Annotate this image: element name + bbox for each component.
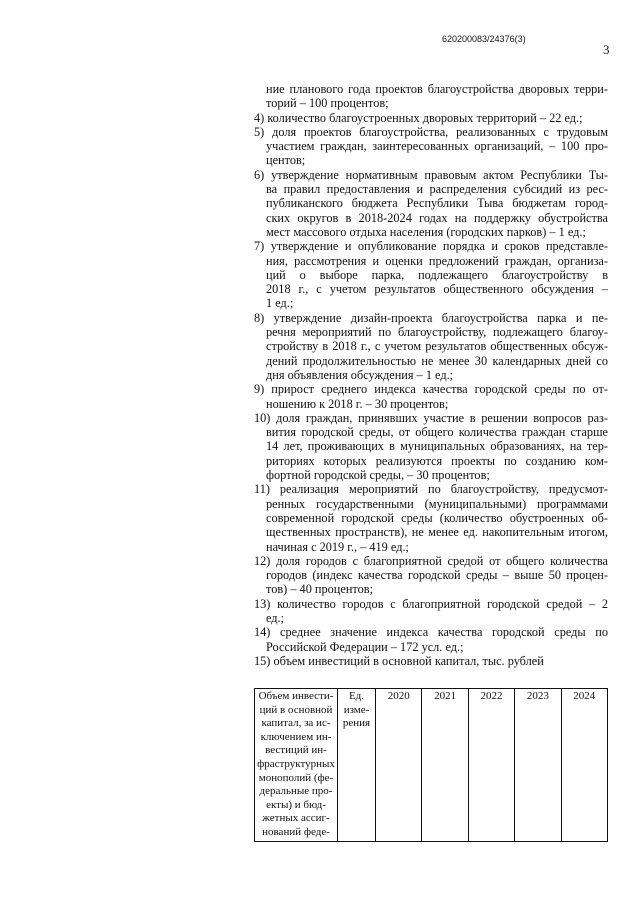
cell-line: ключением ин-: [260, 730, 332, 743]
unit-cell: [338, 689, 376, 842]
text-line: городов (индекс качества городской среды – выше 50 процен-: [266, 568, 608, 583]
cell-line: фраструктурных: [257, 757, 335, 770]
text-line: ренных государственными (муниципальными) программами: [266, 496, 608, 511]
investment-table: [254, 688, 608, 842]
text-line: 15) объем инвестиций в основной капитал, тыс. рублей: [254, 653, 544, 668]
text-line: фортной городской среды, – 30 процентов;: [266, 468, 490, 483]
text-line: торий – 100 процентов;: [266, 96, 389, 111]
text-line: Российской Федерации – 172 усл. ед.;: [266, 639, 464, 654]
text-line: дений продолжительностью не менее 30 календарных дней со: [266, 353, 608, 368]
text-line: ций о выборе парка, подлежащего благоустройству в: [266, 267, 608, 282]
text-line: 12) доля городов с благоприятной средой от общего количества: [254, 553, 608, 568]
text-line: 8) утверждение дизайн-проекта благоустройства парка и пе-: [254, 310, 608, 325]
cell-line: рения: [342, 717, 371, 730]
cell-line: жетных ассиг-: [262, 812, 330, 825]
cell-line: деральные про-: [259, 785, 333, 798]
indicator-cell: [255, 689, 338, 842]
table-row: [255, 689, 608, 842]
text-line: стройству в 2018 г., с учетом результатов общественных обсуж-: [266, 339, 608, 354]
text-line: 5) доля проектов благоустройства, реализованных с трудовым: [254, 124, 608, 139]
text-line: ношению к 2018 г. – 30 процентов;: [266, 396, 449, 411]
text-line: современной городской среды (количество обустроенных об-: [266, 510, 608, 525]
year-header-2021: 2021: [422, 689, 468, 842]
text-line: 2018 г., с учетом результатов общественного обсуждения –: [266, 282, 608, 297]
text-line: мест массового отдыха населения (городских парков) – 1 ед.;: [266, 224, 586, 239]
year-header-2024: 2024: [561, 689, 607, 842]
document-id: 620200083/24376(3): [442, 34, 526, 44]
text-line: ние планового года проектов благоустройства дворовых терри-: [266, 82, 608, 96]
cell-line: нований феде-: [262, 825, 330, 838]
cell-line: капитал, за ис-: [261, 717, 331, 730]
text-line: 4) количество благоустроенных дворовых территорий – 22 ед.;: [254, 110, 583, 125]
text-line: 14) среднее значение индекса качества городской среды по: [254, 625, 608, 640]
cell-line: вестиций ин-: [265, 744, 327, 757]
text-line: ва правил предоставления и распределения субсидий из рес-: [266, 182, 608, 197]
text-line: ед.;: [266, 610, 285, 625]
cell-line: изме-: [343, 703, 370, 716]
text-line: 1 ед.;: [266, 296, 294, 311]
text-line: 13) количество городов с благоприятной городской средой – 2: [254, 596, 608, 611]
text-line: вития городской среды, от общего количества граждан старше: [266, 425, 608, 440]
text-line: участием граждан, заинтересованных организаций, – 100 про-: [266, 139, 608, 154]
document-body: [254, 82, 608, 668]
text-line: публиканского бюджета Республики Тыва бюджетам город-: [266, 196, 608, 211]
cell-line: Ед.: [348, 690, 365, 702]
text-line: 7) утверждение и опубликование порядка и сроков представле-: [254, 239, 608, 254]
text-line: 6) утверждение нормативным правовым актом Республики Ты-: [254, 167, 608, 182]
text-line: тов) – 40 процентов;: [266, 582, 374, 597]
page-number: 3: [603, 42, 610, 57]
text-line: центов;: [266, 153, 306, 168]
year-header-2022: 2022: [468, 689, 514, 842]
cell-line: екты) и бюд-: [266, 798, 326, 811]
year-header-2020: 2020: [376, 689, 422, 842]
text-line: ния, рассмотрения и оценки предложений граждан, организа-: [266, 253, 608, 268]
text-line: 11) реализация мероприятий по благоустройству, предусмот-: [254, 482, 608, 497]
year-header-2023: 2023: [515, 689, 561, 842]
text-line: ских округов в 2018-2024 годах на поддержку обустройства: [266, 210, 608, 225]
text-line: щественных пространств), не менее ед. накопительным итогом,: [266, 525, 608, 540]
cell-line: Объем инвести-: [258, 690, 334, 702]
text-line: 14 лет, проживающих в муниципальных образованиях, на тер-: [266, 439, 608, 454]
text-line: 10) доля граждан, принявших участие в решении вопросов раз-: [254, 410, 608, 425]
text-line: дня объявления обсуждения – 1 ед.;: [266, 367, 454, 382]
cell-line: ций в основной: [259, 703, 333, 716]
text-line: 9) прирост среднего индекса качества городской среды по от-: [254, 382, 608, 397]
cell-line: монополий (фе-: [258, 771, 334, 784]
text-line: риториях которых реализуются проекты по созданию ком-: [266, 453, 608, 468]
text-line: речня мероприятий по благоустройству, подлежащего благоу-: [266, 325, 608, 340]
text-line: начиная с 2019 г., – 419 ед.;: [266, 539, 409, 554]
